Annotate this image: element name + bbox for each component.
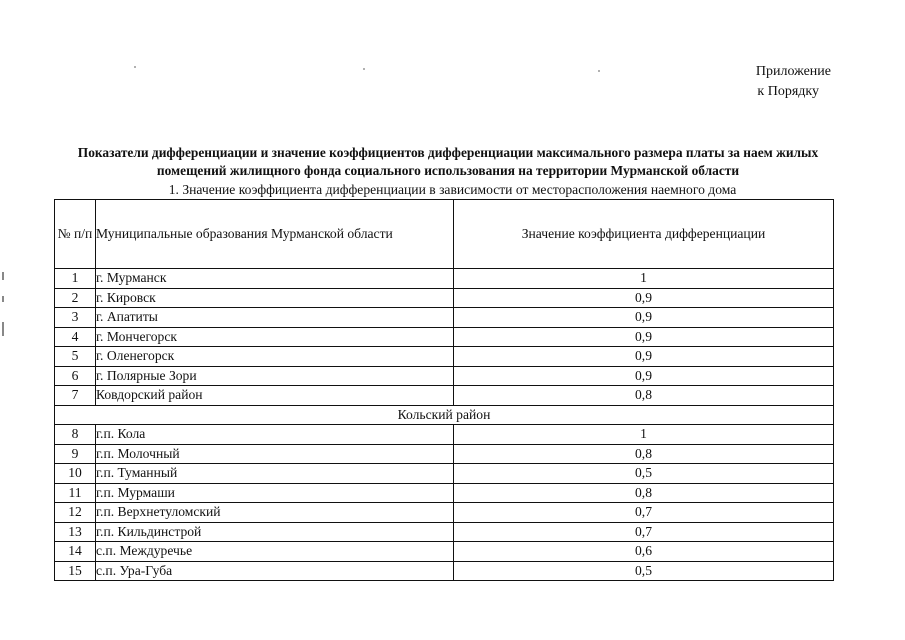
margin-mark — [2, 272, 4, 280]
row-number: 12 — [55, 503, 96, 523]
table-header-row — [55, 200, 834, 269]
row-municipality: г.п. Туманный — [96, 464, 454, 484]
section-label: Кольский район — [55, 405, 834, 425]
row-municipality: г. Мончегорск — [96, 327, 454, 347]
row-number: 2 — [55, 288, 96, 308]
row-number: 9 — [55, 444, 96, 464]
row-number: 14 — [55, 542, 96, 562]
table-row — [55, 347, 834, 367]
row-number: 4 — [55, 327, 96, 347]
row-coefficient: 1 — [454, 269, 834, 289]
table-row — [55, 522, 834, 542]
row-coefficient: 0,7 — [454, 522, 834, 542]
appendix-header — [756, 62, 831, 102]
row-municipality: г.п. Кола — [96, 425, 454, 445]
row-municipality: г.п. Кильдинстрой — [96, 522, 454, 542]
row-number: 7 — [55, 386, 96, 406]
row-coefficient: 0,9 — [454, 347, 834, 367]
row-coefficient: 0,9 — [454, 288, 834, 308]
header-number: № п/п — [55, 200, 96, 269]
table-row — [55, 503, 834, 523]
table-row — [55, 308, 834, 328]
table-row — [55, 327, 834, 347]
row-coefficient: 0,6 — [454, 542, 834, 562]
row-municipality: с.п. Ура-Губа — [96, 561, 454, 581]
row-municipality: г. Кировск — [96, 288, 454, 308]
row-number: 6 — [55, 366, 96, 386]
table-row — [55, 425, 834, 445]
row-coefficient: 0,7 — [454, 503, 834, 523]
coefficient-table — [54, 199, 834, 581]
row-municipality: г.п. Молочный — [96, 444, 454, 464]
table-row — [55, 386, 834, 406]
scan-speck — [598, 70, 600, 72]
row-municipality: с.п. Междуречье — [96, 542, 454, 562]
row-coefficient: 0,8 — [454, 386, 834, 406]
appendix-line-1: Приложение — [755, 64, 831, 79]
appendix-line-2: к Порядку — [757, 84, 819, 99]
row-number: 10 — [55, 464, 96, 484]
row-number: 5 — [55, 347, 96, 367]
margin-mark — [2, 296, 4, 302]
table-body-bottom — [55, 425, 834, 581]
section-row — [55, 405, 834, 425]
table-row — [55, 483, 834, 503]
row-coefficient: 0,5 — [454, 561, 834, 581]
document-title: Показатели дифференциации и значение коэффициентов дифференциации максимального размера платы за наем жилых помещений жилищного фонда социального использования на территории Мурманской области — [77, 145, 819, 178]
row-number: 8 — [55, 425, 96, 445]
row-coefficient: 0,5 — [454, 464, 834, 484]
row-municipality: Ковдорский район — [96, 386, 454, 406]
row-number: 11 — [55, 483, 96, 503]
section-subtitle: 1. Значение коэффициента дифференциации в зависимости от месторасположения наемного дома — [168, 182, 737, 197]
row-coefficient: 0,9 — [454, 366, 834, 386]
table-row — [55, 542, 834, 562]
header-municipality: Муниципальные образования Мурманской области — [96, 200, 454, 269]
row-number: 15 — [55, 561, 96, 581]
row-municipality: г. Оленегорск — [96, 347, 454, 367]
row-municipality: г. Полярные Зори — [96, 366, 454, 386]
scan-speck — [363, 68, 365, 70]
table-row — [55, 561, 834, 581]
margin-mark — [2, 322, 4, 336]
row-coefficient: 1 — [454, 425, 834, 445]
row-coefficient: 0,9 — [454, 327, 834, 347]
table-section — [55, 405, 834, 425]
table-body-top — [55, 269, 834, 406]
row-municipality: г.п. Верхнетуломский — [96, 503, 454, 523]
table-row — [55, 464, 834, 484]
table-row — [55, 366, 834, 386]
row-coefficient: 0,8 — [454, 444, 834, 464]
table-row — [55, 269, 834, 289]
row-municipality: г.п. Мурмаши — [96, 483, 454, 503]
row-number: 3 — [55, 308, 96, 328]
row-number: 1 — [55, 269, 96, 289]
row-coefficient: 0,8 — [454, 483, 834, 503]
table-row — [55, 444, 834, 464]
header-coefficient: Значение коэффициента дифференциации — [454, 200, 834, 269]
scan-speck — [134, 66, 136, 68]
row-number: 13 — [55, 522, 96, 542]
row-municipality: г. Апатиты — [96, 308, 454, 328]
row-coefficient: 0,9 — [454, 308, 834, 328]
table-row — [55, 288, 834, 308]
row-municipality: г. Мурманск — [96, 269, 454, 289]
